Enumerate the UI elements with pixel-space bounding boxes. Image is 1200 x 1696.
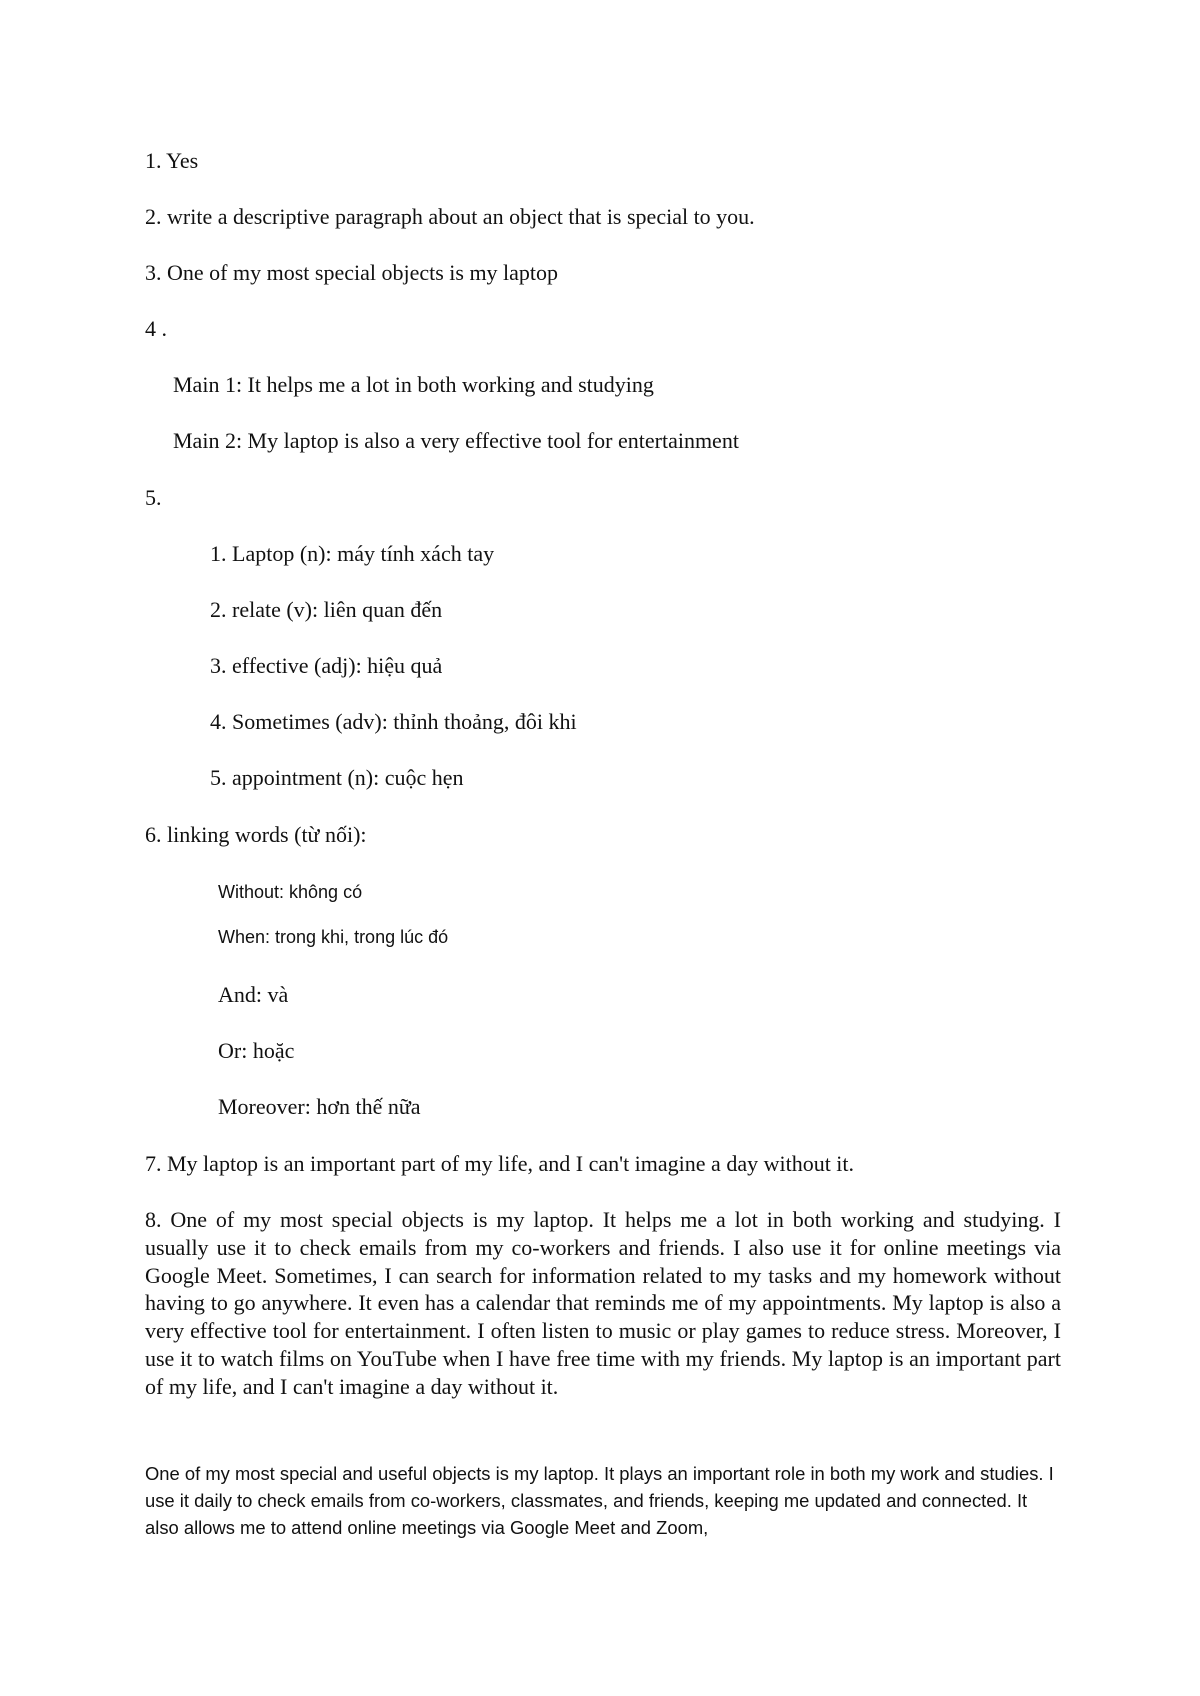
main-idea-1: Main 1: It helps me a lot in both working and studying — [173, 372, 654, 397]
answer-8-paragraph: 8. One of my most special objects is my laptop. It helps me a lot in both working and studying. I usually use it to check emails from my co-workers and friends. I also use it for online meetings via Google Meet. Sometimes, I can search for information related to my tasks and my homework without having to go anywhere. It even has a calendar that reminds me of my appointments. My laptop is also a very effective tool for entertainment. I often listen to music or play games to reduce stress. Moreover, I use it to watch films on YouTube when I have free time with my friends. My laptop is an important part of my life, and I can't imagine a day without it. — [145, 1207, 1061, 1399]
vocab-item: 3. effective (adj): hiệu quả — [210, 653, 443, 678]
answer-5-heading: 5. — [145, 485, 162, 510]
main-idea-2: Main 2: My laptop is also a very effective tool for entertainment — [173, 428, 739, 453]
vocab-item: 2. relate (v): liên quan đến — [210, 597, 443, 622]
linking-word: Moreover: hơn thế nữa — [218, 1094, 421, 1119]
vocab-item: 4. Sometimes (adv): thỉnh thoảng, đôi khi — [210, 709, 577, 734]
vocab-item: 1. Laptop (n): máy tính xách tay — [210, 541, 495, 566]
vocab-item: 5. appointment (n): cuộc hẹn — [210, 765, 464, 790]
answer-6-heading: 6. linking words (từ nối): — [145, 822, 367, 847]
linking-word: When: trong khi, trong lúc đó — [218, 927, 449, 947]
answer-7: 7. My laptop is an important part of my life, and I can't imagine a day without it. — [145, 1151, 855, 1176]
answer-2: 2. write a descriptive paragraph about an object that is special to you. — [145, 204, 755, 229]
linking-word: Without: không có — [218, 882, 363, 902]
answer-1: 1. Yes — [145, 148, 199, 173]
linking-word: Or: hoặc — [218, 1038, 295, 1063]
answer-3: 3. One of my most special objects is my laptop — [145, 260, 559, 285]
final-paragraph: One of my most special and useful objects is my laptop. It plays an important role in both my work and studies. I use it daily to check emails from co-workers, classmates, and friends, keeping me updated and connected. It also allows me to attend online meetings via Google Meet and Zoom, — [145, 1463, 1054, 1538]
linking-word: And: và — [218, 982, 289, 1007]
answer-4-heading: 4 . — [145, 316, 167, 341]
